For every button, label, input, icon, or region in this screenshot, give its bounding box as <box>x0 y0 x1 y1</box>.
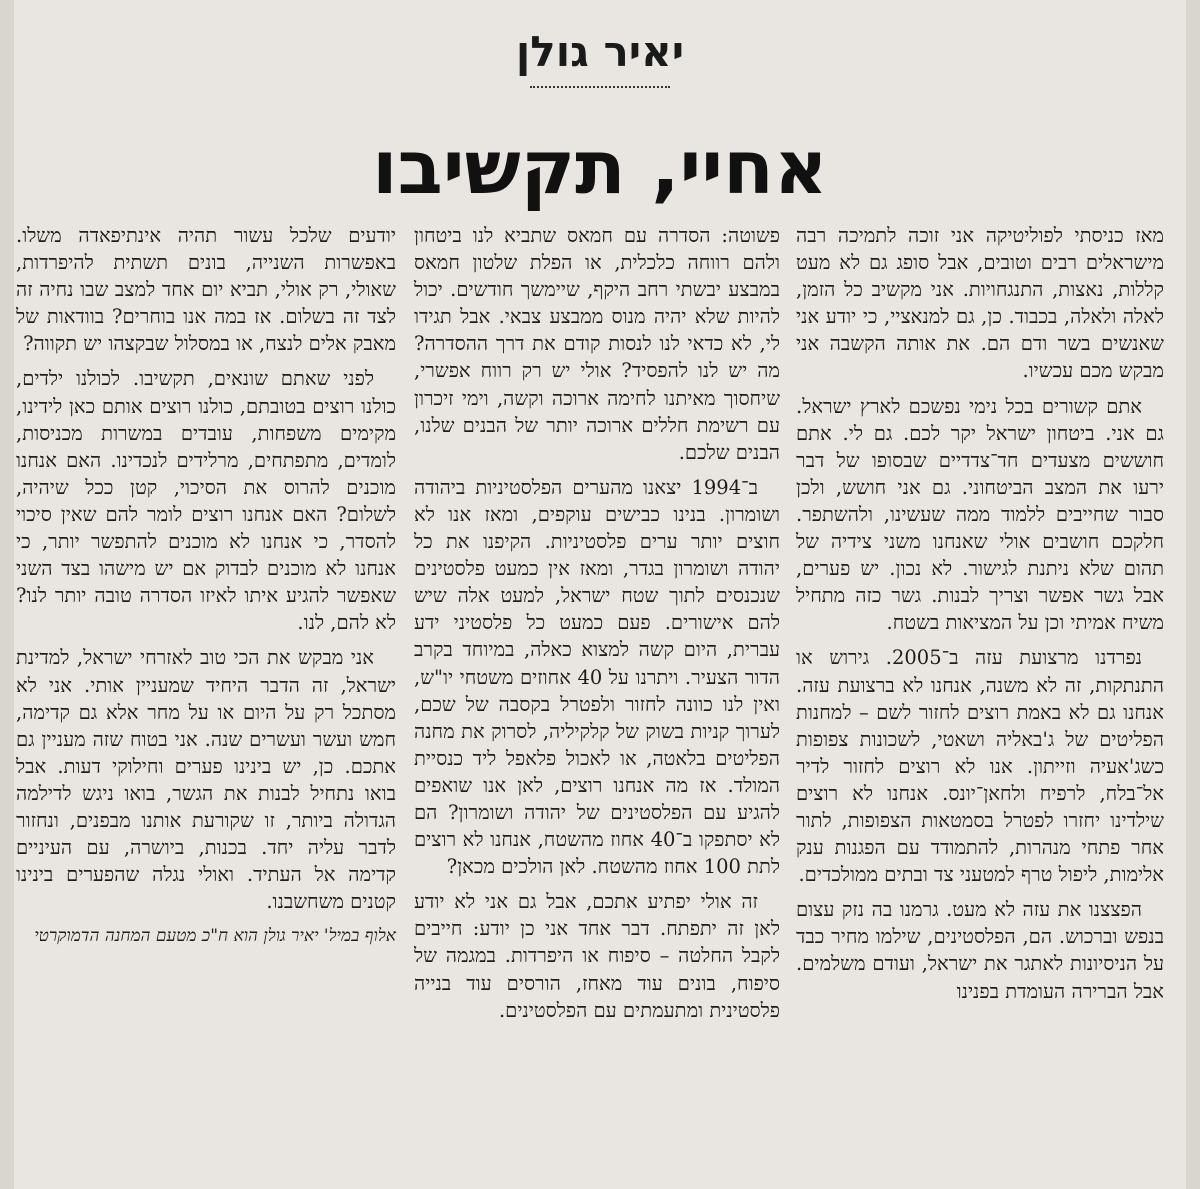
author-footnote: אלוף במיל' יאיר גולן הוא ח"כ מטעם המחנה הדמוקרטי <box>34 926 396 947</box>
paragraph: מאז כניסתי לפוליטיקה אני זוכה לתמיכה רבה מישראלים רבים וטובים, אבל סופג גם לא מעט קללות, נאצות, התנגחויות. אני מקשיב כל הזמן, לאלה ולאלה, בכבוד. כן, גם למנאציי, כי יודע אני שאנשים בשר ודם הם. את אותה הקשבה אני מבקש מכם עכשיו. <box>796 224 1164 383</box>
byline-divider <box>530 86 670 88</box>
paragraph: זה אולי יפתיע אתכם, אבל גם אני לא יודע לאן זה יתפתח. דבר אחד אני כן יודע: חייבים לקבל החלטה – סיפוח או היפרדות. במגמה של סיפוח, בונים עוד מאחז, הורסים עוד בנייה פלסטינית ומתעמתים עם הפלסטינים. <box>414 890 780 1022</box>
paragraph: פשוטה: הסדרה עם חמאס שתביא לנו ביטחון ולהם רווחה כלכלית, או הפלת שלטון חמאס במבצע יבשתי רחב היקף, שיימשך חודשים. יכול להיות שלא יהיה מנוס ממבצע צבאי. אבל תגידו לי, לא כדאי לנו לנסות קודם את דרך ההסדרה? מה יש לנו להפסיד? אולי יש רק רווח אפשרי, שיחסוך מאיתנו לחימה ארוכה וקשה, וימי זיכרון עם רשימת חללים ארוכה יותר של הבנים שלנו, הבנים שלכם. <box>414 224 780 464</box>
paragraph: הפצצנו את עזה לא מעט. גרמנו בה נזק עצום בנפש וברכוש. הם, הפלסטינים, שילמו מחיר כבד על הניסיונות לאתגר את ישראל, ועודם משלמים. אבל הברירה העומדת בפנינו <box>796 898 1164 1003</box>
paragraph: ב־1994 יצאנו מהערים הפלסטיניות ביהודה ושומרון. בנינו כבישים עוקפים, ומאז אנו לא חוצים יותר ערים פלסטיניות. הקיפנו את כל יהודה ושומרון בגדר, ומאז אין כמעט פלסטינים שנכנסים לתוך שטח ישראל, למעט אלה שיש להם אישורים. פעם כמעט כל פלסטיני ידע עברית, היום קשה למצוא כאלה, במיוחד בקרב הדור הצעיר. ויתרנו על 40 אחוזים משטחי יו"ש, ואין לנו כוונה לחזור ולפטרל בקסבה של שכם, לערוך קניות בשוק של קלקיליה, לסרוק את מחנה הפליטים בלאטה, או לאכול פלאפל ליד כנסיית המולד. אז מה אנחנו רוצים, לאן אנו שואפים להגיע עם הפלסטינים של יהודה ושומרון? הם לא יסתפקו ב־40 אחוז מהשטח, אנחנו לא רוצים לתת 100 אחוז מהשטח. לאן הולכים מכאן? <box>414 475 781 879</box>
article-column-right <box>796 222 1164 1013</box>
paragraph: לפני שאתם שונאים, תקשיבו. לכולנו ילדים, כולנו רוצים בטובתם, כולנו רוצים אותם כאן לידינו, מקימים משפחות, עובדים במשרות מכניסות, לומדים, מתפתחים, מרלידים לנכדינו. האם אנחנו מוכנים להרוס את הסיכוי, קטן ככל שיהיה, לשלום? האם אנחנו רוצים לומר להם שאין סיכוי להסדר, כי אנחנו לא מוכנים להתפשר יותר, כי אנחנו לא מוכנים לבדוק אם יש מישהו בצד השני שאפשר להגיע איתו לאיזו הסדרה טובה יותר לנו? לא להם, לנו. <box>16 367 396 635</box>
paragraph: נפרדנו מרצועת עזה ב־2005. גירוש או התנתקות, זה לא משנה, אנחנו לא ברצועת עזה. אנחנו גם לא באמת רוצים לחזור לשם – למחנות הפליטים של ג'באליה ושאטי, לשכונות צפופות כשג'אעיה וזייתון. אנו לא רוצים לחזור לדיר אל־בלח, לרפיח ולחאן־יונס. אנחנו לא רוצים שילדינו יחזרו לפטרל בסמטאות הצפופות, לתור אחר פתחי מנהרות, להתמודד עם הפגנות ענק אלימות, ליפול טרף למטעני צד ובתים ממולכדים. <box>796 646 1164 887</box>
paragraph: יודעים שלכל עשור תהיה אינתיפאדה משלו. באפשרות השנייה, בונים תשתית להיפרדות, שאולי, רק אולי, תביא יום אחד למצב שבו נחיה זה לצד זה בשלום. אז במה אנו בוחרים? בוודאות של מאבק אלים לנצח, או במסלול שבקצהו יש תקווה? <box>16 224 396 356</box>
article-column-middle <box>414 222 780 1032</box>
article-column-left <box>16 222 396 958</box>
paragraph: אני מבקש את הכי טוב לאזרחי ישראל, למדינת ישראל, זה הדבר היחיד שמעניין אותי. אני לא מסתכל רק על היום או על מחר אלא גם קדימה, חמש ועשר ועשרים שנה. אני בטוח שזה מעניין גם אתכם. כן, יש בינינו פערים וחילוקי דעות. אבל בואו נתחיל לבנות את הגשר, בואו ניגש לדילמה הגדולה ביותר, זו שקורעת אותנו מבפנים, ונחזור לדבר עליה יחד. בכנות, ביושרה, עם העיניים קדימה אל העתיד. ואולי נגלה שהפערים בינינו קטנים משחשבנו. <box>16 646 396 914</box>
paragraph: אתם קשורים בכל נימי נפשכם לארץ ישראל. גם אני. ביטחון ישראל יקר לכם. גם לי. אתם חוששים מצעדים חד־צדדיים שבסופו של דבר ירעו את המצב הביטחוני. גם אני חושש, ולכן סבור שחייבים ללמוד ממה שעשינו, ולהשתפר. חלקכם חושבים אולי שאנחנו משני צידיה של תהום שלא ניתנת לגישור. לא נכון. יש פערים, אבל גשר אפשר וצריך לבנות. גשר כזה מתחיל משיח אמיתי וכן על המציאות בשטח. <box>796 394 1164 635</box>
article-headline: אחיי, תקשיבו <box>372 125 828 211</box>
author-byline: יאיר גולן <box>515 27 685 76</box>
